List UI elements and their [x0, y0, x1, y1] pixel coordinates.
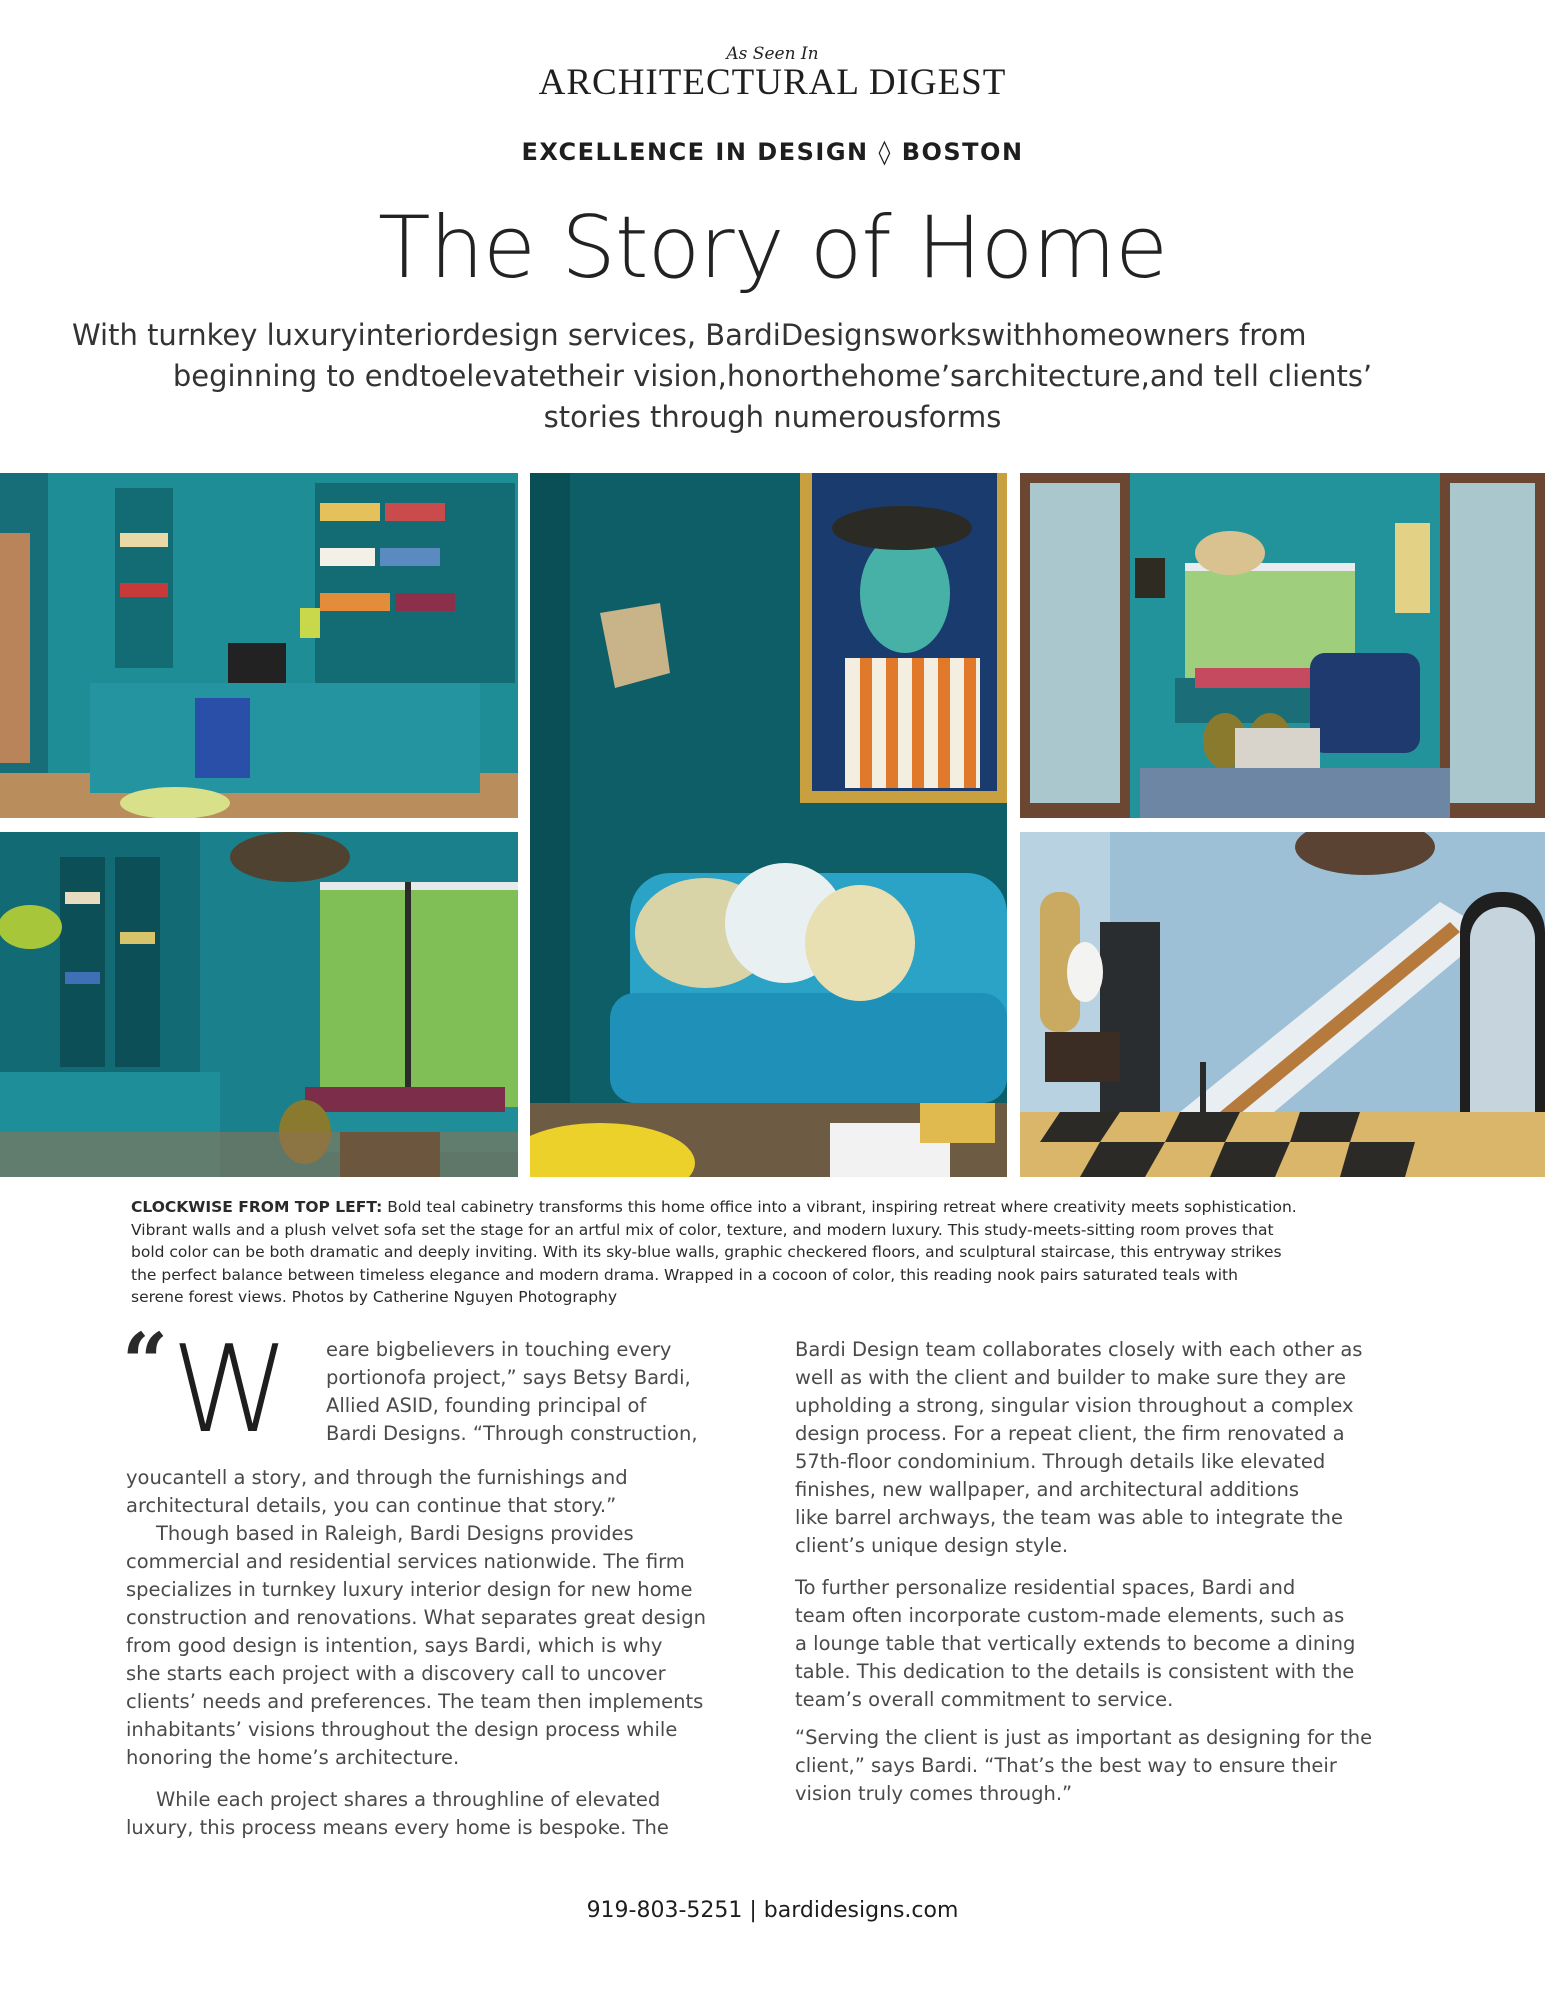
caption-line: Vibrant walls and a plush velvet sofa set the stage for an artful mix of color, texture, and modern luxury. This study-meets-sitting room proves that	[131, 1220, 1274, 1239]
article-column-left	[122, 1315, 766, 1842]
paragraph-line: Bardi Designs. “Through construction,	[326, 1422, 698, 1445]
photo-home-office	[0, 473, 518, 818]
paragraph-line: she starts each project with a discovery call to uncover	[126, 1662, 666, 1685]
paragraph-line: design process. For a repeat client, the firm renovated a	[795, 1422, 1345, 1445]
paragraph-line: commercial and residential services nationwide. The firm	[126, 1550, 685, 1573]
paragraph-line: Bardi Design team collaborates closely with each other as	[795, 1338, 1363, 1361]
paragraph-line: Allied ASID, founding principal of	[326, 1394, 647, 1417]
photo-entryway	[1020, 832, 1545, 1177]
opening-quote-mark: “	[122, 1315, 169, 1409]
photo-caption	[131, 1196, 1421, 1309]
paragraph-line: from good design is intention, says Bardi, which is why	[126, 1634, 663, 1657]
paragraph-line: well as with the client and builder to make sure they are	[795, 1366, 1346, 1389]
paragraph-line: like barrel archways, the team was able to integrate the	[795, 1506, 1344, 1529]
paragraph-line: construction and renovations. What separates great design	[126, 1606, 706, 1629]
paragraph-line: upholding a strong, singular vision throughout a complex	[795, 1394, 1354, 1417]
page-title: The Story of Home	[378, 198, 1167, 298]
dek	[60, 315, 1485, 438]
caption-line: the perfect balance between timeless elegance and modern drama. Wrapped in a cocoon of color, this reading nook pairs saturated teals with	[131, 1265, 1238, 1284]
paragraph-line: specializes in turnkey luxury interior design for new home	[126, 1578, 693, 1601]
as-seen-in-label: As Seen In	[726, 44, 819, 64]
caption-line: bold color can be both dramatic and deeply inviting. With its sky-blue walls, graphic checkered floors, and sculptural staircase, this entryway strikes	[131, 1243, 1282, 1261]
dek-line: beginning to endtoelevatetheir vision,honorthehome’sarchitecture,and tell clients’	[172, 359, 1373, 393]
photo-reading-nook	[0, 832, 518, 1177]
article-column-right	[795, 1336, 1435, 1808]
dek-line: stories through numerousforms	[543, 400, 1002, 434]
caption-lead: CLOCKWISE FROM TOP LEFT:	[131, 1198, 383, 1216]
paragraph-line: “Serving the client is just as important as designing for the	[795, 1726, 1373, 1749]
paragraph-line: team often incorporate custom-made elements, such as	[795, 1604, 1345, 1627]
paragraph-line: architectural details, you can continue that story.”	[126, 1494, 617, 1517]
paragraph-line: To further personalize residential spaces, Bardi and	[795, 1576, 1296, 1599]
paragraph-line: Though based in Raleigh, Bardi Designs provides	[156, 1522, 634, 1545]
publication-logo: ARCHITECTURAL DIGEST	[538, 62, 1007, 103]
dropcap-block	[122, 1315, 766, 1464]
paragraph-line: luxury, this process means every home is bespoke. The	[126, 1816, 669, 1839]
paragraph-line: eare bigbelievers in touching every	[326, 1338, 672, 1361]
paragraph-line: clients’ needs and preferences. The team then implements	[126, 1690, 704, 1713]
paragraph-line: client’s unique design style.	[795, 1534, 1069, 1557]
paragraph-line: client,” says Bardi. “That’s the best way to ensure their	[795, 1754, 1337, 1777]
paragraph-line: finishes, new wallpaper, and architectural additions	[795, 1478, 1299, 1501]
paragraph-line: While each project shares a throughline of elevated	[156, 1788, 661, 1811]
paragraph-line: 57th-floor condominium. Through details like elevated	[795, 1450, 1326, 1473]
section-label: EXCELLENCE IN DESIGN ◊ BOSTON	[521, 138, 1024, 166]
paragraph-line: portionofa project,” says Betsy Bardi,	[326, 1366, 691, 1389]
paragraph-line: honoring the home’s architecture.	[126, 1746, 460, 1769]
paragraph-line: a lounge table that vertically extends to become a dining	[795, 1632, 1356, 1655]
paragraph-line: team’s overall commitment to service.	[795, 1688, 1174, 1711]
paragraph-line: youcantell a story, and through the furnishings and	[126, 1466, 628, 1489]
paragraph-line: inhabitants’ visions throughout the design process while	[126, 1718, 678, 1741]
paragraph-line: table. This dedication to the details is consistent with the	[795, 1660, 1355, 1683]
caption-line: Bold teal cabinetry transforms this home office into a vibrant, inspiring retreat where creativity meets sophistication.	[382, 1198, 1297, 1216]
dropcap: W	[171, 1321, 290, 1460]
dek-line: With turnkey luxuryinteriordesign services, BardiDesignsworkswithhomeowners from	[72, 318, 1307, 352]
paragraph-line: vision truly comes through.”	[795, 1782, 1073, 1805]
contact-footer: 919-803-5251 | bardidesigns.com	[586, 1898, 959, 1923]
photo-study-sitting-room	[1020, 473, 1545, 818]
masthead	[0, 44, 1545, 102]
caption-line: serene forest views. Photos by Catherine Nguyen Photography	[131, 1288, 618, 1306]
photo-teal-sofa	[530, 473, 1007, 1177]
